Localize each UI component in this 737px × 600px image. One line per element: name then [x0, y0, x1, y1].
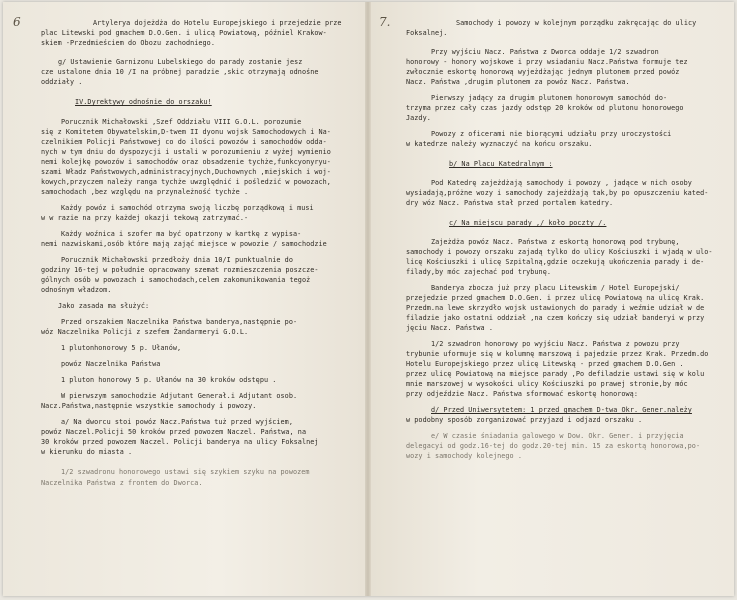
left-page-line: w w razie na przy każdej okazji tekową zatrzymać.-	[41, 214, 249, 222]
right-page-line: c/ Na miejscu parady ,/ koło poczty /.	[449, 219, 607, 227]
left-page-line: 1 plutonhonorowy 5 p. Ułanów,	[61, 344, 182, 352]
left-page-line: Artylerya dojeżdża do Hotelu Europejskiego i przejedzie prze	[93, 19, 342, 27]
left-page-line: gólnych osób w powozach i samochodach,celem zakomunikowania tegoż	[41, 276, 311, 284]
right-page-line: d/ Przed Uniwersytetem: 1 przed gmachem D-twa Okr. Gener.należy	[431, 406, 692, 414]
right-page-line: Nacz. Państwa ,drugim plutonem za powóz Nacz. Państwa.	[406, 78, 630, 86]
document-spread	[3, 2, 734, 596]
right-page-line: wozy i samochody kolejnego .	[406, 452, 522, 460]
right-page-line: Zajeżdża powóz Nacz. Państwa z eskortą honorową pod trybunę,	[431, 238, 680, 246]
right-page-line: Pod Katedrę zajeżdżają samochody i powozy , jadące w nich osoby	[431, 179, 692, 187]
right-page-line: jęciu Nacz. Państwa .	[406, 324, 493, 332]
right-page-line: przy odjeździe Nacz. Państwa sformować eskortę honorową:	[406, 390, 638, 398]
right-page-line: Pierwszy jadący za drugim plutonem honorowym samochód do-	[431, 94, 668, 102]
right-page-line: przez ulicę Powiatową na miejsce parady ,Po defiladzie ustawi się w kolu	[406, 370, 705, 378]
right-page-line: licę Kościuszki i ulicę Szpitalną,gdzie oczekują ukończenia parady i de-	[406, 258, 705, 266]
left-page-line: W pierwszym samochodzie Adjutant Generał.i Adjutant osob.	[61, 392, 298, 400]
right-page-line: mnie marszowej w wysokości ulicy Kościuszki po prawej stronie,by móc	[406, 380, 688, 388]
right-page-line: filady,by móc zajechać pod trybunę.	[406, 268, 551, 276]
left-page-line: w kierunku do miasta .	[41, 448, 133, 456]
right-page-line: zwłocznie eskortę honorową wyjeżdżając jednym plutonem przed powóz	[406, 68, 680, 76]
right-page-line: w podobny sposób zorganizować przyjazd i odjazd orszaku .	[406, 416, 643, 424]
left-page-line: powóz Naczelnika Państwa	[61, 360, 161, 368]
left-page-line: Przed orszakiem Naczelnika Państwa banderya,następnie po-	[61, 318, 298, 326]
right-page-line: dry wóz Nacz. Państwa stał przed portalem katedry.	[406, 199, 614, 207]
right-page-line: 1/2 szwadron honorowy po wyjściu Nacz. Państwa z powozu przy	[431, 340, 680, 348]
left-page-line: godziny 16-tej w południe opracowany szemat rozmieszczenia poszcze-	[41, 266, 319, 274]
right-page-line: filadzie jako ostatni oddział ,na czem kończy się udział banderyi w przy	[406, 314, 705, 322]
left-page-line: się z Komitetem Obywatelskim,D-twem II dyonu wojsk Samochodowych i Na-	[41, 128, 331, 136]
left-page-line: oddziały .	[41, 78, 83, 86]
left-page-line: odnośnym władzom.	[41, 286, 112, 294]
left-page-line: 30 kroków przed powozem Naczel. Policji banderya na ulicy Foksalnej	[41, 438, 319, 446]
left-page-number: 6	[13, 15, 21, 29]
right-page-number: 7.	[379, 15, 391, 29]
left-page-line: kowych,przyczem należy ranga tychże uwzględnić i pośledzić w powozach,	[41, 178, 331, 186]
left-page-line: Naczelnika Państwa z frontem do Dworca.	[41, 479, 203, 487]
right-page-line: trzyma przez cały czas jazdy odstęp 20 kroków od plutonu honorowego	[406, 104, 684, 112]
left-page-line: a/ Na dworcu stoi powóz Nacz.Państwa tuż przed wyjściem,	[61, 418, 293, 426]
left-page-line: nemi nazwiskami,osób które mają zająć miejsce w powozie / samochodzie	[41, 240, 327, 248]
right-page-line: Hotelu Europejskiego przez ulicę Litewską - przed gmachem D.O.Gen .	[406, 360, 684, 368]
left-page-line: Jako zasada ma służyć:	[58, 302, 150, 310]
right-page-line: delegacyi od godz.16-tej do godz.20-tej min. 15 za eskortą honorowa,po-	[406, 442, 701, 450]
left-page-line: szami Władz Państwowych,administracyjnych,Duchownych ,miejskich i woj-	[41, 168, 331, 176]
left-page-line: Każdy powóz i samochód otrzyma swoją liczbę porządkową i musi	[61, 204, 314, 212]
right-page-line: Przedm.na lewe skrzydło wojsk ustawionych do parady i weźmie udział w de	[406, 304, 705, 312]
left-page-line: 1 pluton honorowy 5 p. Ułanów na 30 kroków odstępu .	[61, 376, 277, 384]
left-page-line: powóz Naczel.Policji 50 kroków przed powozem Naczel. Państwa, na	[41, 428, 307, 436]
left-page-line: plac Litewski pod gmachem D.O.Gen. i ulicą Powiatową, późniel Krakow-	[41, 29, 327, 37]
left-page-line: Porucznik Michałowski ,Szef Oddziału VIII G.O.L. porozumie	[61, 118, 302, 126]
right-page-line: Przy wyjściu Nacz. Państwa z Dworca oddaje 1/2 szwadron	[431, 48, 659, 56]
right-page-line: Banderya zbocza już przy placu Litewskim / Hotel Europejski/	[431, 284, 680, 292]
right-page	[371, 2, 734, 596]
right-page-line: w katedrze należy wyznaczyć na końcu orszaku.	[406, 140, 593, 148]
left-page-line: IV.Dyrektywy odnośnie do orszaku!	[75, 98, 212, 106]
left-page-line: samochodach ,bez względu na przynależność tychże .	[41, 188, 249, 196]
right-page-line: przejedzie przed gmachem D.O.Gen. i przez ulicę Powiatową na ulicę Krak.	[406, 294, 705, 302]
right-page-line: honorowy - honory wojskowe i przy wsiadaniu Nacz.Państwa formuje tez	[406, 58, 688, 66]
left-page-line: g/ Ustawienie Garnizonu Lubelskiego do parady zostanie jesz	[58, 58, 303, 66]
right-page-line: b/ Na Placu Katedralnym :	[449, 160, 553, 168]
right-page-line: samochody i powozy orszaku zajadą tylko do ulicy Kościuszki i wjadą w ulo-	[406, 248, 713, 256]
left-page-line: skiem -Przedmieściem do Obozu zachodniego.	[41, 39, 215, 47]
right-page-line: e/ W czasie śniadania galowego w Dow. Okr. Gener. i przyjęcia	[431, 432, 684, 440]
left-page-line: Każdy woźnica i szofer ma być opatrzony w kartkę z wypisa-	[61, 230, 302, 238]
right-page-line: trybunie uformuje się w kolumnę marszową i pajedzie przez Krak. Przedm.do	[406, 350, 709, 358]
left-page-line: cze ustalone dnia 10 /I na próbnej paradzie ,skic otrzymają odnośne	[41, 68, 319, 76]
right-page-line: wysiadają,próżne wozy i samochody zajeżdżają tak,by po opuszczeniu kated-	[406, 189, 709, 197]
left-page	[3, 2, 365, 596]
left-page-line: 1/2 szwadronu honorowego ustawi się szykiem szyku na powozem	[61, 468, 310, 476]
right-page-line: Samochody i powozy w kolejnym porządku zakręcając do ulicy	[456, 19, 697, 27]
left-page-line: nemi kolejkę powozów i samochodów oraz obsadzenie tychże,funkcyonyryu-	[41, 158, 331, 166]
right-page-line: Powozy z oficerami nie biorącymi udziału przy uroczystości	[431, 130, 672, 138]
left-page-line: wóz Naczelnika Policji z szefem Żandarmeryi G.O.L.	[41, 328, 249, 336]
left-page-line: Porucznik Michałowski przedłoży dnia 10/I punktualnie do	[61, 256, 293, 264]
right-page-line: Foksalnej.	[406, 29, 448, 37]
left-page-line: nych w tym dniu do dyspozycji i ustali w porozumieniu z wyżej wymienio	[41, 148, 331, 156]
left-page-line: Nacz.Państwa,następnie wszystkie samochody i powozy.	[41, 402, 257, 410]
left-page-line: czelnikiem Policji Państwowej co do ilości powozów i samochodów odda-	[41, 138, 327, 146]
right-page-line: Jazdy.	[406, 114, 431, 122]
